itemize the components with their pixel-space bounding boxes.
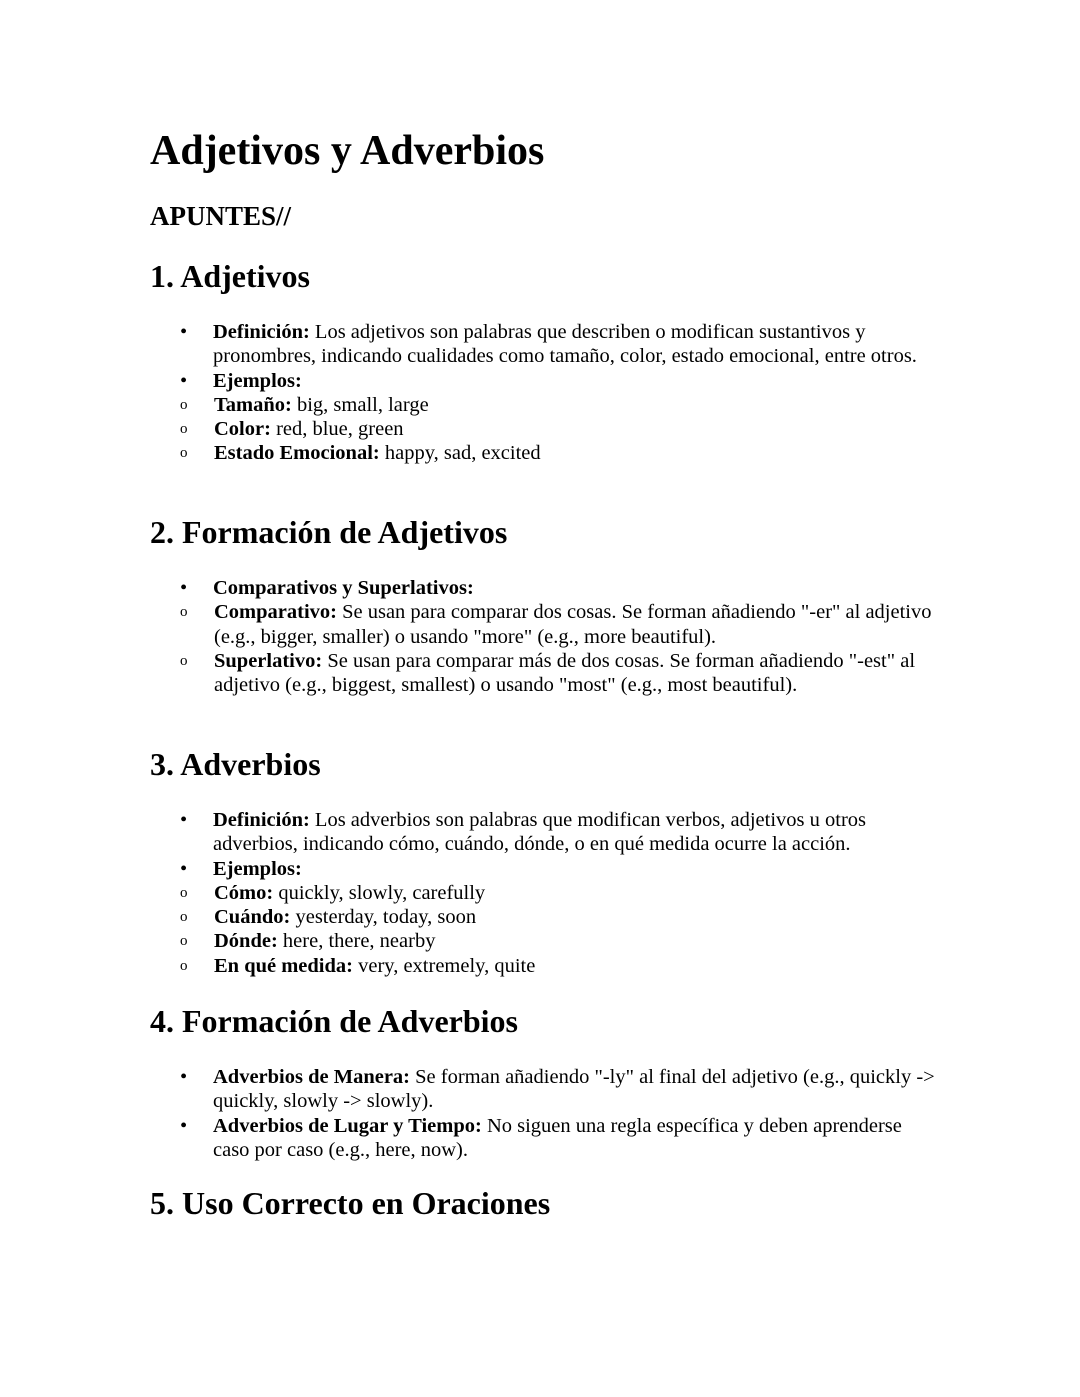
subitem-label: Cuándo: xyxy=(214,906,291,929)
circle-bullet-icon: o xyxy=(180,884,188,901)
item-label: Comparativos y Superlativos: xyxy=(213,577,474,599)
circle-bullet-icon: o xyxy=(180,652,188,669)
bullet-icon: • xyxy=(180,809,188,831)
bullet-list xyxy=(150,1065,940,1162)
document-subtitle: APUNTES// xyxy=(150,201,292,231)
subitem-text: Se usan para comparar más de dos cosas. Se forman añadiendo "-est" al adjetivo (e.g., biggest, smallest) o usando "most" (e.g., most beautiful). xyxy=(214,649,916,697)
bullet-icon: • xyxy=(180,1066,188,1088)
section-adjetivos xyxy=(150,257,940,466)
section-heading: 2. Formación de Adjetivos xyxy=(150,514,508,550)
circle-bullet-icon: o xyxy=(180,933,188,950)
subitem-text: very, extremely, quite xyxy=(352,954,536,977)
subitem-text: yesterday, today, soon xyxy=(290,906,477,929)
section-heading: 5. Uso Correcto en Oraciones xyxy=(150,1185,551,1221)
document-title: Adjetivos y Adverbios xyxy=(150,128,545,174)
sub-list xyxy=(150,393,940,466)
subitem-label: Tamaño: xyxy=(214,393,292,416)
sub-list-item xyxy=(150,649,940,698)
bullet-list xyxy=(150,576,940,697)
sub-list-item xyxy=(150,441,940,465)
subitem-label: Cómo: xyxy=(214,881,274,904)
subitem-text: quickly, slowly, carefully xyxy=(273,881,486,904)
list-item xyxy=(150,857,940,978)
circle-bullet-icon: o xyxy=(180,421,188,438)
sub-list xyxy=(150,600,940,697)
item-text: Se forman añadiendo "-ly" al final del adjetivo (e.g., quickly -> quickly, slowly -> slowly). xyxy=(213,1066,935,1113)
circle-bullet-icon: o xyxy=(180,445,188,462)
item-label: Ejemplos: xyxy=(213,857,302,880)
list-item xyxy=(150,369,940,466)
circle-bullet-icon: o xyxy=(180,957,188,974)
sub-list-item xyxy=(150,393,940,417)
circle-bullet-icon: o xyxy=(180,909,188,926)
subitem-label: Estado Emocional: xyxy=(214,442,380,465)
section-adverbios xyxy=(150,745,940,978)
section-uso-correcto xyxy=(150,1184,940,1222)
item-text: No siguen una regla específica y deben aprenderse caso por caso (e.g., here, now). xyxy=(213,1114,902,1161)
sub-list xyxy=(150,881,940,978)
circle-bullet-icon: o xyxy=(180,396,188,413)
item-label: Adverbios de Lugar y Tiempo: xyxy=(213,1114,482,1137)
list-item xyxy=(150,320,940,369)
list-item xyxy=(150,808,940,857)
sub-list-item xyxy=(150,954,940,978)
subitem-label: Superlativo: xyxy=(214,649,323,672)
subitem-text: here, there, nearby xyxy=(277,930,436,953)
subitem-label: Color: xyxy=(214,418,271,441)
sub-list-item xyxy=(150,881,940,905)
list-item xyxy=(150,1065,940,1114)
subitem-label: Comparativo: xyxy=(214,601,337,624)
bullet-list xyxy=(150,320,940,466)
bullet-list xyxy=(150,808,940,978)
section-heading: 3. Adverbios xyxy=(150,746,321,782)
sub-list-item xyxy=(150,600,940,649)
section-formacion-adverbios xyxy=(150,1002,940,1162)
circle-bullet-icon: o xyxy=(180,604,188,621)
sub-list-item xyxy=(150,417,940,441)
item-label: Ejemplos: xyxy=(213,369,302,392)
section-heading: 4. Formación de Adverbios xyxy=(150,1003,518,1039)
bullet-icon: • xyxy=(180,1114,188,1137)
item-label: Definición: xyxy=(213,809,310,831)
subitem-text: Se usan para comparar dos cosas. Se forman añadiendo "-er" al adjetivo (e.g., bigger, smaller) o usando "more" (e.g., more beautiful). xyxy=(214,601,932,648)
subitem-text: happy, sad, excited xyxy=(379,442,541,465)
subitem-text: big, small, large xyxy=(291,393,429,416)
subitem-label: En qué medida: xyxy=(214,954,353,977)
bullet-icon: • xyxy=(180,857,188,880)
section-heading: 1. Adjetivos xyxy=(150,258,310,294)
item-text: Los adjetivos son palabras que describen o modifican sustantivos y pronombres, indicando cualidades como tamaño, color, estado emocional, entre otros. xyxy=(213,321,917,368)
item-label: Adverbios de Manera: xyxy=(213,1066,411,1088)
subitem-label: Dónde: xyxy=(214,930,278,953)
list-item xyxy=(150,576,940,697)
subitem-text: red, blue, green xyxy=(270,418,404,441)
list-item xyxy=(150,1114,940,1163)
sub-list-item xyxy=(150,905,940,929)
bullet-icon: • xyxy=(180,577,188,599)
section-formacion-adjetivos xyxy=(150,513,940,697)
item-label: Definición: xyxy=(213,321,310,343)
sub-list-item xyxy=(150,929,940,953)
item-text: Los adverbios son palabras que modifican verbos, adjetivos u otros adverbios, indicando cómo, cuándo, dónde, o en qué medida ocurre la acción. xyxy=(213,809,867,856)
bullet-icon: • xyxy=(180,321,188,343)
bullet-icon: • xyxy=(180,369,188,392)
